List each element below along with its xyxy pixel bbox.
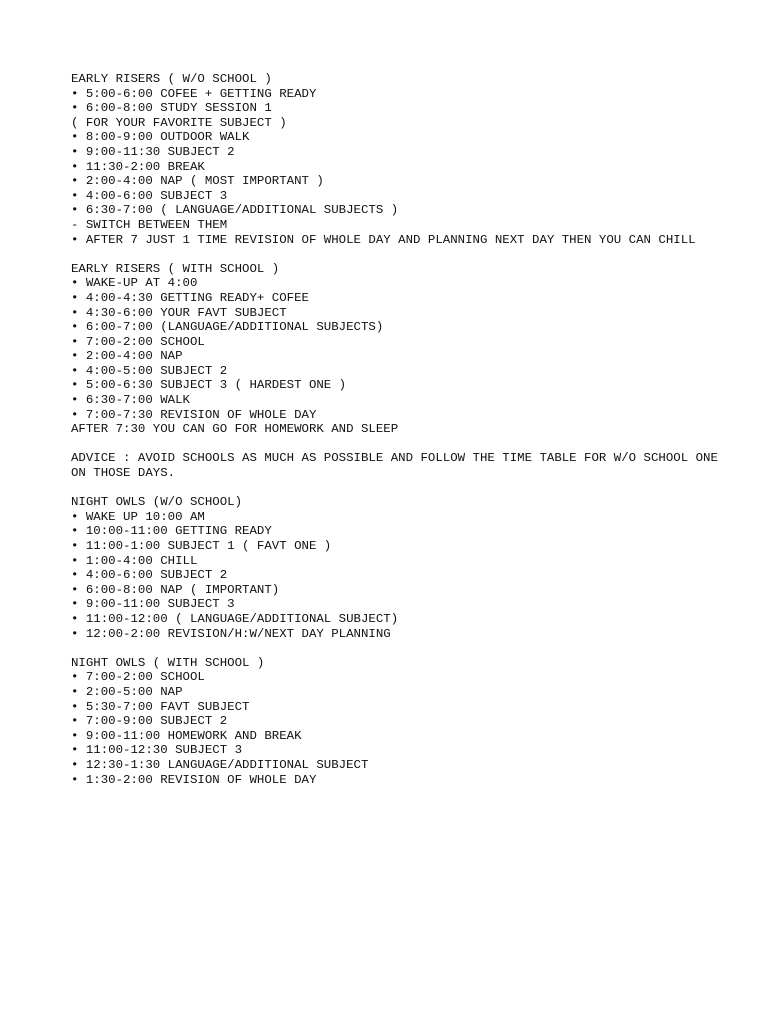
schedule-item: • 10:00-11:00 GETTING READY xyxy=(71,524,272,539)
section-heading: NIGHT OWLS ( WITH SCHOOL ) xyxy=(71,655,265,670)
document-page xyxy=(71,72,731,802)
schedule-item: • 12:00-2:00 REVISION/H:W/NEXT DAY PLANNING xyxy=(71,626,391,641)
section-heading: EARLY RISERS ( WITH SCHOOL ) xyxy=(71,261,280,276)
schedule-item: • 11:30-2:00 BREAK xyxy=(71,159,205,174)
schedule-note: AFTER 7:30 YOU CAN GO FOR HOMEWORK AND SLEEP xyxy=(71,422,399,437)
section-night-owls-wo-school xyxy=(71,495,731,641)
schedule-item: • 11:00-1:00 SUBJECT 1 ( FAVT ONE ) xyxy=(71,539,332,553)
schedule-item: • 4:00-4:30 GETTING READY+ COFEE xyxy=(71,290,309,305)
schedule-item: • 11:00-12:00 ( LANGUAGE/ADDITIONAL SUBJECT) xyxy=(71,611,399,626)
schedule-item: • 6:30-7:00 ( LANGUAGE/ADDITIONAL SUBJECTS ) xyxy=(71,203,399,218)
schedule-note: - SWITCH BETWEEN THEM xyxy=(71,217,228,232)
schedule-item: • 11:00-12:30 SUBJECT 3 xyxy=(71,743,243,758)
schedule-item: • 4:00-5:00 SUBJECT 2 xyxy=(71,363,228,378)
schedule-item: • 8:00-9:00 OUTDOOR WALK xyxy=(71,130,250,145)
schedule-item: • 1:00-4:00 CHILL xyxy=(71,553,198,568)
schedule-item: • WAKE UP 10:00 AM xyxy=(71,509,205,524)
schedule-item: • 7:00-2:00 SCHOOL xyxy=(71,670,205,685)
schedule-item: • 12:30-1:30 LANGUAGE/ADDITIONAL SUBJECT xyxy=(71,757,369,772)
schedule-item: • 6:00-8:00 STUDY SESSION 1 xyxy=(71,101,272,116)
schedule-item: • 7:00-9:00 SUBJECT 2 xyxy=(71,714,228,729)
section-early-risers-with-school xyxy=(71,262,731,437)
section-advice xyxy=(71,451,731,480)
schedule-item: • 9:00-11:00 HOMEWORK AND BREAK xyxy=(71,728,302,743)
schedule-item: • 4:00-6:00 SUBJECT 3 xyxy=(71,188,228,203)
advice-text: ADVICE : AVOID SCHOOLS AS MUCH AS POSSIBLE AND FOLLOW THE TIME TABLE FOR W/O SCHOOL ONE ON THOSE DAYS. xyxy=(71,451,726,481)
schedule-note: ( FOR YOUR FAVORITE SUBJECT ) xyxy=(71,115,287,130)
schedule-item: • 6:30-7:00 WALK xyxy=(71,393,190,408)
schedule-item: • WAKE-UP AT 4:00 xyxy=(71,276,198,291)
schedule-item: • 2:00-4:00 NAP xyxy=(71,349,183,364)
section-early-risers-wo-school xyxy=(71,72,731,247)
schedule-item: • 7:00-2:00 SCHOOL xyxy=(71,334,205,349)
schedule-item: • 4:00-6:00 SUBJECT 2 xyxy=(71,568,228,583)
schedule-item: • 6:00-7:00 (LANGUAGE/ADDITIONAL SUBJECTS) xyxy=(71,320,384,335)
schedule-item: • 5:30-7:00 FAVT SUBJECT xyxy=(71,699,250,714)
schedule-item: • 9:00-11:30 SUBJECT 2 xyxy=(71,144,235,159)
schedule-item: • 1:30-2:00 REVISION OF WHOLE DAY xyxy=(71,772,317,787)
section-heading: EARLY RISERS ( W/O SCHOOL ) xyxy=(71,72,272,86)
schedule-item: • 2:00-5:00 NAP xyxy=(71,684,183,699)
schedule-item: • 2:00-4:00 NAP ( MOST IMPORTANT ) xyxy=(71,174,324,189)
schedule-item: • 5:00-6:30 SUBJECT 3 ( HARDEST ONE ) xyxy=(71,378,347,393)
section-heading: NIGHT OWLS (W/O SCHOOL) xyxy=(71,495,243,510)
section-night-owls-with-school xyxy=(71,656,731,787)
schedule-item: • 6:00-8:00 NAP ( IMPORTANT) xyxy=(71,582,280,597)
schedule-item: • 4:30-6:00 YOUR FAVT SUBJECT xyxy=(71,305,287,320)
schedule-item: • 9:00-11:00 SUBJECT 3 xyxy=(71,597,235,612)
schedule-item: • 5:00-6:00 COFEE + GETTING READY xyxy=(71,86,317,101)
schedule-item: • 7:00-7:30 REVISION OF WHOLE DAY xyxy=(71,407,317,422)
schedule-item: • AFTER 7 JUST 1 TIME REVISION OF WHOLE DAY AND PLANNING NEXT DAY THEN YOU CAN CHILL xyxy=(71,232,696,247)
